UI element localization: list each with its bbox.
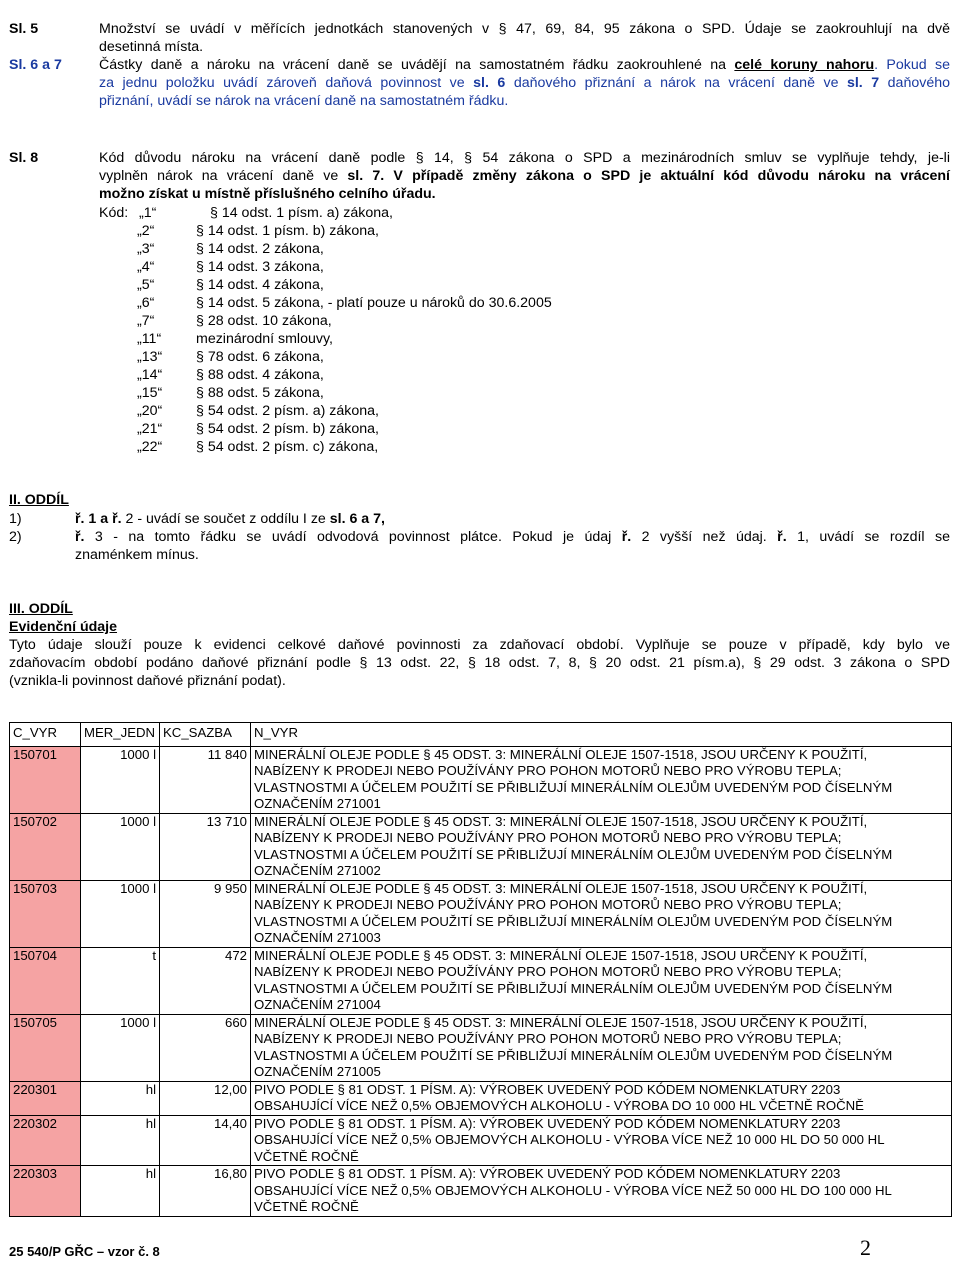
cell-c-vyr: 220302 <box>10 1115 81 1166</box>
sl67-label: Sl. 6 a 7 <box>9 57 62 73</box>
product-description-line: OZNAČENÍM 271005 <box>254 1064 381 1079</box>
code-description: § 54 odst. 2 písm. c) zákona, <box>196 439 379 455</box>
cell-mer-jedn: 1000 l <box>81 813 160 880</box>
code-description: § 14 odst. 1 písm. a) zákona, <box>210 205 393 221</box>
code-value: „5“ <box>137 277 155 293</box>
cell-c-vyr: 150702 <box>10 813 81 880</box>
oddil2-item2 <box>75 528 950 564</box>
oddil2-line: znaménkem mínus. <box>75 547 199 563</box>
cell-n-vyr <box>251 1115 952 1166</box>
cell-kc-sazba: 660 <box>160 1014 251 1081</box>
sl67-line <box>99 74 950 92</box>
cell-kc-sazba: 14,40 <box>160 1115 251 1166</box>
table-row <box>10 1115 952 1166</box>
product-description-line: PIVO PODLE § 81 ODST. 1 PÍSM. A): VÝROBEK UVEDENÝ POD KÓDEM NOMENKLATURY 2203 <box>254 1166 841 1181</box>
product-description-line: OBSAHUJÍCÍ VÍCE NEŽ 0,5% OBJEMOVÝCH ALKOHOLU - VÝROBA VÍCE NEŽ 10 000 HL DO 50 000 HL <box>254 1132 885 1147</box>
code-value: „2“ <box>137 223 155 239</box>
sl67-line: přiznání, uvádí se nárok na vrácení daně na samostatném řádku. <box>99 93 509 109</box>
code-value: „6“ <box>137 295 155 311</box>
product-description-line: VLASTNOSTMI A ÚČELEM POUŽITÍ SE PŘIBLIŽUJÍ MINERÁLNÍM OLEJŮM UVEDENÝM POD ČÍSELNÝM <box>254 779 893 795</box>
sl67-text-part: daňového <box>879 75 950 91</box>
sl8-text <box>99 149 950 203</box>
oddil2-item2-number: 2) <box>9 529 22 545</box>
code-prefix: Kód: <box>99 205 129 221</box>
product-description-line: MINERÁLNÍ OLEJE PODLE § 45 ODST. 3: MINERÁLNÍ OLEJE 1507-1518, JSOU URČENY K POUŽITÍ, <box>254 880 868 896</box>
cell-n-vyr <box>251 746 952 813</box>
product-description-line: OZNAČENÍM 271004 <box>254 997 381 1012</box>
product-description-line: VLASTNOSTMI A ÚČELEM POUŽITÍ SE PŘIBLIŽUJÍ MINERÁLNÍM OLEJŮM UVEDENÝM POD ČÍSELNÝM <box>254 913 893 929</box>
cell-kc-sazba: 11 840 <box>160 746 251 813</box>
product-description-line: MINERÁLNÍ OLEJE PODLE § 45 ODST. 3: MINERÁLNÍ OLEJE 1507-1518, JSOU URČENY K POUŽITÍ, <box>254 746 868 762</box>
cell-mer-jedn: hl <box>81 1081 160 1115</box>
cell-kc-sazba: 16,80 <box>160 1166 251 1217</box>
code-description: § 28 odst. 10 zákona, <box>196 313 332 329</box>
cell-c-vyr: 150705 <box>10 1014 81 1081</box>
product-description-line: NABÍZENY K PRODEJI NEBO POUŽÍVÁNY PRO POHON MOTORŮ NEBO PRO VÝROBU TEPLA; <box>254 1031 842 1046</box>
code-value: „13“ <box>137 349 163 365</box>
product-description-line: NABÍZENY K PRODEJI NEBO POUŽÍVÁNY PRO POHON MOTORŮ NEBO PRO VÝROBU TEPLA; <box>254 964 842 979</box>
code-description: § 54 odst. 2 písm. a) zákona, <box>196 403 379 419</box>
product-description-line: PIVO PODLE § 81 ODST. 1 PÍSM. A): VÝROBEK UVEDENÝ POD KÓDEM NOMENKLATURY 2203 <box>254 1081 841 1097</box>
product-description-line: VČETNĚ ROČNĚ <box>254 1199 359 1214</box>
code-description: § 14 odst. 1 písm. b) zákona, <box>196 223 379 239</box>
sl67-ref: sl. 6 <box>473 75 506 91</box>
code-value: „11“ <box>137 331 162 347</box>
product-description-line: MINERÁLNÍ OLEJE PODLE § 45 ODST. 3: MINERÁLNÍ OLEJE 1507-1518, JSOU URČENY K POUŽITÍ, <box>254 1014 868 1030</box>
code-value: „3“ <box>137 241 155 257</box>
product-description-line: MINERÁLNÍ OLEJE PODLE § 45 ODST. 3: MINERÁLNÍ OLEJE 1507-1518, JSOU URČENY K POUŽITÍ, <box>254 813 868 829</box>
cell-n-vyr <box>251 1166 952 1217</box>
code-value: „7“ <box>137 313 155 329</box>
code-description: mezinárodní smlouvy, <box>196 331 333 347</box>
header-n-vyr: N_VYR <box>251 723 952 747</box>
sl8-line: možno získat u místně příslušného celního úřadu. <box>99 186 436 202</box>
oddil2-text-part: 2 - uvádí se součet z oddílu I ze <box>121 511 330 527</box>
product-description-line: OZNAČENÍM 271003 <box>254 930 381 945</box>
cell-mer-jedn: t <box>81 947 160 1014</box>
cell-n-vyr <box>251 1081 952 1115</box>
cell-n-vyr <box>251 813 952 880</box>
product-rate-table <box>9 722 952 1217</box>
product-description-line: OZNAČENÍM 271001 <box>254 796 381 811</box>
oddil3-line: Tyto údaje slouží pouze k evidenci celkové daňové povinnosti za zdaňovací období. Vyplňuje se pouze v případě, kdy bylo ve <box>9 637 950 653</box>
cell-mer-jedn: 1000 l <box>81 746 160 813</box>
code-value: „22“ <box>137 439 163 455</box>
code-description: § 88 odst. 5 zákona, <box>196 385 324 401</box>
header-mer-jedn: MER_JEDN <box>81 723 160 747</box>
code-description: § 78 odst. 6 zákona, <box>196 349 324 365</box>
sl5-label: Sl. 5 <box>9 21 39 37</box>
row-ref: ř. 1 a ř. <box>75 511 122 527</box>
cell-mer-jedn: hl <box>81 1166 160 1217</box>
oddil3-heading: III. ODDÍL <box>9 601 73 617</box>
cell-mer-jedn: hl <box>81 1115 160 1166</box>
sl67-line <box>99 56 950 74</box>
sl8-line: Kód důvodu nároku na vrácení daně podle § 14, § 54 zákona o SPD a mezinárodních smluv se vyplňuje tehdy, je-li <box>99 150 950 166</box>
oddil2-heading: II. ODDÍL <box>9 492 69 508</box>
table-row <box>10 880 952 947</box>
table-row <box>10 813 952 880</box>
sl5-text <box>99 20 950 56</box>
code-description: § 14 odst. 4 zákona, <box>196 277 324 293</box>
cell-c-vyr: 150701 <box>10 746 81 813</box>
code-value: „1“ <box>139 205 157 221</box>
cell-c-vyr: 150704 <box>10 947 81 1014</box>
row-ref: ř. <box>75 529 85 545</box>
cell-kc-sazba: 9 950 <box>160 880 251 947</box>
sl5-line: Množství se uvádí v měřících jednotkách stanovených v § 47, 69, 84, 95 zákona o SPD. Údaje se zaokrouhlují na dvě <box>99 21 950 37</box>
sl8-emphasis: V případě změny zákona o SPD je aktuální kód důvodu nároku na vrácení <box>384 168 950 184</box>
sl8-line <box>99 167 950 185</box>
oddil2-line <box>75 528 950 546</box>
product-description-line: NABÍZENY K PRODEJI NEBO POUŽÍVÁNY PRO POHON MOTORŮ NEBO PRO VÝROBU TEPLA; <box>254 897 842 912</box>
product-description-line: VLASTNOSTMI A ÚČELEM POUŽITÍ SE PŘIBLIŽUJÍ MINERÁLNÍM OLEJŮM UVEDENÝM POD ČÍSELNÝM <box>254 846 893 862</box>
table-row <box>10 746 952 813</box>
code-value: „14“ <box>137 367 163 383</box>
sl67-text <box>99 56 950 110</box>
table-row <box>10 947 952 1014</box>
cell-kc-sazba: 13 710 <box>160 813 251 880</box>
cell-n-vyr <box>251 1014 952 1081</box>
sl8-label: Sl. 8 <box>9 150 39 166</box>
code-value: „15“ <box>137 385 163 401</box>
cell-c-vyr: 220301 <box>10 1081 81 1115</box>
product-description-line: OBSAHUJÍCÍ VÍCE NEŽ 0,5% OBJEMOVÝCH ALKOHOLU - VÝROBA VÍCE NEŽ 50 000 HL DO 100 000 HL <box>254 1182 892 1198</box>
sl67-text-part: daňového přiznání a nárok na vrácení daně ve <box>505 75 847 91</box>
header-c-vyr: C_VYR <box>10 723 81 747</box>
cell-n-vyr <box>251 880 952 947</box>
code-description: § 54 odst. 2 písm. b) zákona, <box>196 421 379 437</box>
code-value: „20“ <box>137 403 163 419</box>
product-description-line: VLASTNOSTMI A ÚČELEM POUŽITÍ SE PŘIBLIŽUJÍ MINERÁLNÍM OLEJŮM UVEDENÝM POD ČÍSELNÝM <box>254 1047 893 1063</box>
product-description-line: VLASTNOSTMI A ÚČELEM POUŽITÍ SE PŘIBLIŽUJÍ MINERÁLNÍM OLEJŮM UVEDENÝM POD ČÍSELNÝM <box>254 980 893 996</box>
sl67-ref: sl. 7 <box>846 75 880 91</box>
cell-mer-jedn: 1000 l <box>81 1014 160 1081</box>
row-ref: ř. <box>777 529 787 545</box>
product-description-line: MINERÁLNÍ OLEJE PODLE § 45 ODST. 3: MINERÁLNÍ OLEJE 1507-1518, JSOU URČENY K POUŽITÍ, <box>254 947 868 963</box>
cell-kc-sazba: 12,00 <box>160 1081 251 1115</box>
sl8-text-part: vyplněn nárok na vrácení daně ve <box>99 168 348 184</box>
oddil2-text-part: 3 - na tomto řádku se uvádí odvodová povinnost plátce. Pokud je údaj <box>84 529 622 545</box>
code-value: „4“ <box>137 259 155 275</box>
oddil2-item1-number: 1) <box>9 511 22 527</box>
oddil2-text-part: 1, uvádí se rozdíl se <box>786 529 950 545</box>
cell-c-vyr: 220303 <box>10 1166 81 1217</box>
oddil2-item1 <box>75 510 385 528</box>
oddil3-line: zdaňovacím období podáno daňové přiznání podle § 13 odst. 22, § 18 odst. 7, 8, § 20 odst. 21 písm.a), § 29 odst. 3 zákona o SPD <box>9 655 950 671</box>
sl67-text-part: Částky daně a nároku na vrácení daně se uvádějí na samostatném řádku zaokrouhlené na <box>99 57 735 73</box>
oddil3-text <box>9 636 950 690</box>
sl67-text-part: . Pokud se <box>874 57 951 73</box>
column-ref: sl. 6 a 7, <box>329 511 385 527</box>
oddil3-line: (vznikla-li povinnost daňové přiznání podat). <box>9 673 286 689</box>
product-description-line: PIVO PODLE § 81 ODST. 1 PÍSM. A): VÝROBEK UVEDENÝ POD KÓDEM NOMENKLATURY 2203 <box>254 1115 841 1131</box>
product-description-line: NABÍZENY K PRODEJI NEBO POUŽÍVÁNY PRO POHON MOTORŮ NEBO PRO VÝROBU TEPLA; <box>254 830 842 845</box>
table-row <box>10 1166 952 1217</box>
product-description-line: VČETNĚ ROČNĚ <box>254 1148 359 1164</box>
sl8-ref: sl. 7. <box>347 168 385 184</box>
oddil2-text-part: 2 vyšší než údaj. <box>631 529 778 545</box>
cell-mer-jedn: 1000 l <box>81 880 160 947</box>
cell-n-vyr <box>251 947 952 1014</box>
sl67-emphasis: celé koruny nahoru <box>734 57 875 73</box>
table-row <box>10 1081 952 1115</box>
table-header-row <box>10 723 952 747</box>
code-description: § 14 odst. 2 zákona, <box>196 241 324 257</box>
code-description: § 14 odst. 3 zákona, <box>196 259 324 275</box>
table-row <box>10 1014 952 1081</box>
sl5-line: desetinná místa. <box>99 39 204 55</box>
oddil3-subheading: Evidenční údaje <box>9 619 118 635</box>
cell-kc-sazba: 472 <box>160 947 251 1014</box>
header-kc-sazba: KC_SAZBA <box>160 723 251 747</box>
code-value: „21“ <box>137 421 163 437</box>
product-description-line: NABÍZENY K PRODEJI NEBO POUŽÍVÁNY PRO POHON MOTORŮ NEBO PRO VÝROBU TEPLA; <box>254 763 842 778</box>
page-number: 2 <box>860 1235 871 1260</box>
code-description: § 88 odst. 4 zákona, <box>196 367 324 383</box>
code-description: § 14 odst. 5 zákona, - platí pouze u nároků do 30.6.2005 <box>196 295 552 311</box>
cell-c-vyr: 150703 <box>10 880 81 947</box>
row-ref: ř. <box>621 529 632 545</box>
form-identifier: 25 540/P GŘC – vzor č. 8 <box>9 1244 160 1259</box>
product-description-line: OZNAČENÍM 271002 <box>254 863 381 878</box>
sl67-text-part: za jednu položku uvádí zároveň daňová povinnost ve <box>99 75 474 91</box>
product-description-line: OBSAHUJÍCÍ VÍCE NEŽ 0,5% OBJEMOVÝCH ALKOHOLU - VÝROBA DO 10 000 HL VČETNĚ ROČNĚ <box>254 1098 864 1113</box>
